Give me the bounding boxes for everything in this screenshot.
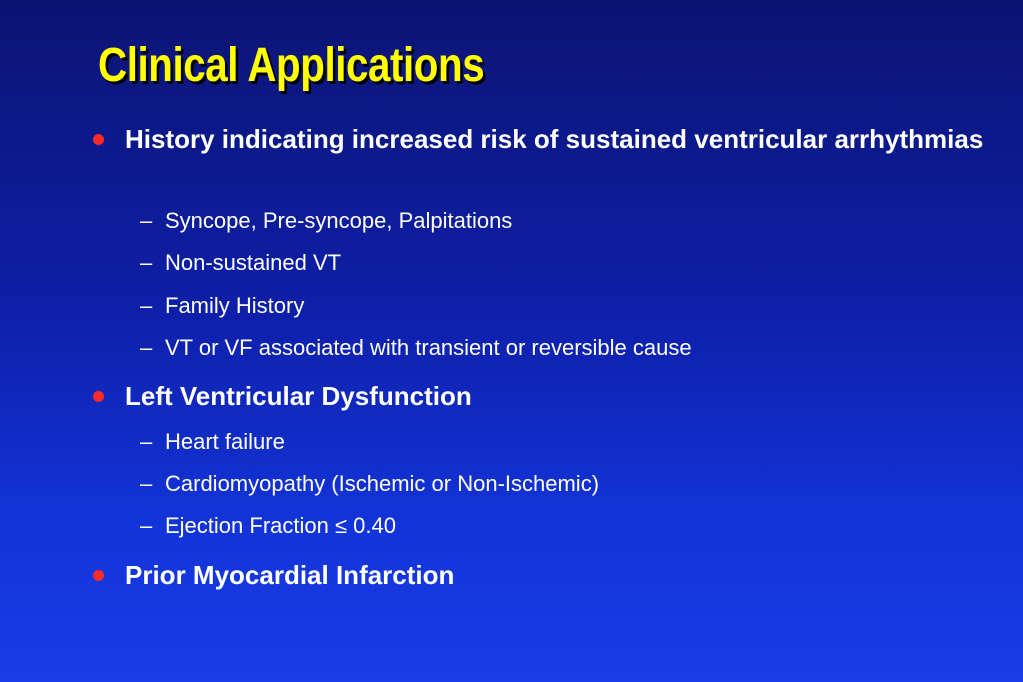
dash-marker: –	[140, 208, 153, 233]
dash-marker: –	[140, 293, 153, 318]
sub-item-text: Syncope, Pre-syncope, Palpitations	[165, 208, 513, 233]
sub-item-text: Cardiomyopathy (Ischemic or Non-Ischemic)	[165, 471, 600, 496]
sub-item	[140, 292, 304, 320]
sub-item	[140, 334, 692, 362]
red-dot-icon	[93, 391, 104, 402]
dash-marker: –	[140, 335, 153, 360]
sub-item	[140, 207, 512, 235]
bullet-text: Left Ventricular Dysfunction	[125, 381, 472, 411]
sub-item-text: Non-sustained VT	[165, 250, 342, 275]
red-dot-icon	[93, 570, 104, 581]
dash-marker: –	[140, 429, 153, 454]
sub-item	[140, 249, 341, 277]
sub-item	[140, 512, 396, 540]
bullet-text: History indicating increased risk of sustained ventricular arrhythmias	[125, 124, 984, 154]
bullet-text: Prior Myocardial Infarction	[125, 560, 455, 590]
dash-marker: –	[140, 471, 153, 496]
sub-item-text: VT or VF associated with transient or reversible cause	[165, 335, 692, 360]
sub-item-text: Ejection Fraction ≤ 0.40	[165, 513, 396, 538]
sub-item	[140, 470, 599, 498]
sub-item	[140, 428, 285, 456]
bullet-item-lv-dysfunction	[125, 378, 985, 414]
bullet-item-prior-mi	[125, 557, 985, 593]
sub-item-text: Heart failure	[165, 429, 285, 454]
bullet-item-history-risk	[125, 121, 985, 157]
dash-marker: –	[140, 513, 153, 538]
red-dot-icon	[93, 134, 104, 145]
sub-item-text: Family History	[165, 293, 305, 318]
dash-marker: –	[140, 250, 153, 275]
slide-title: Clinical Applications	[98, 39, 485, 92]
